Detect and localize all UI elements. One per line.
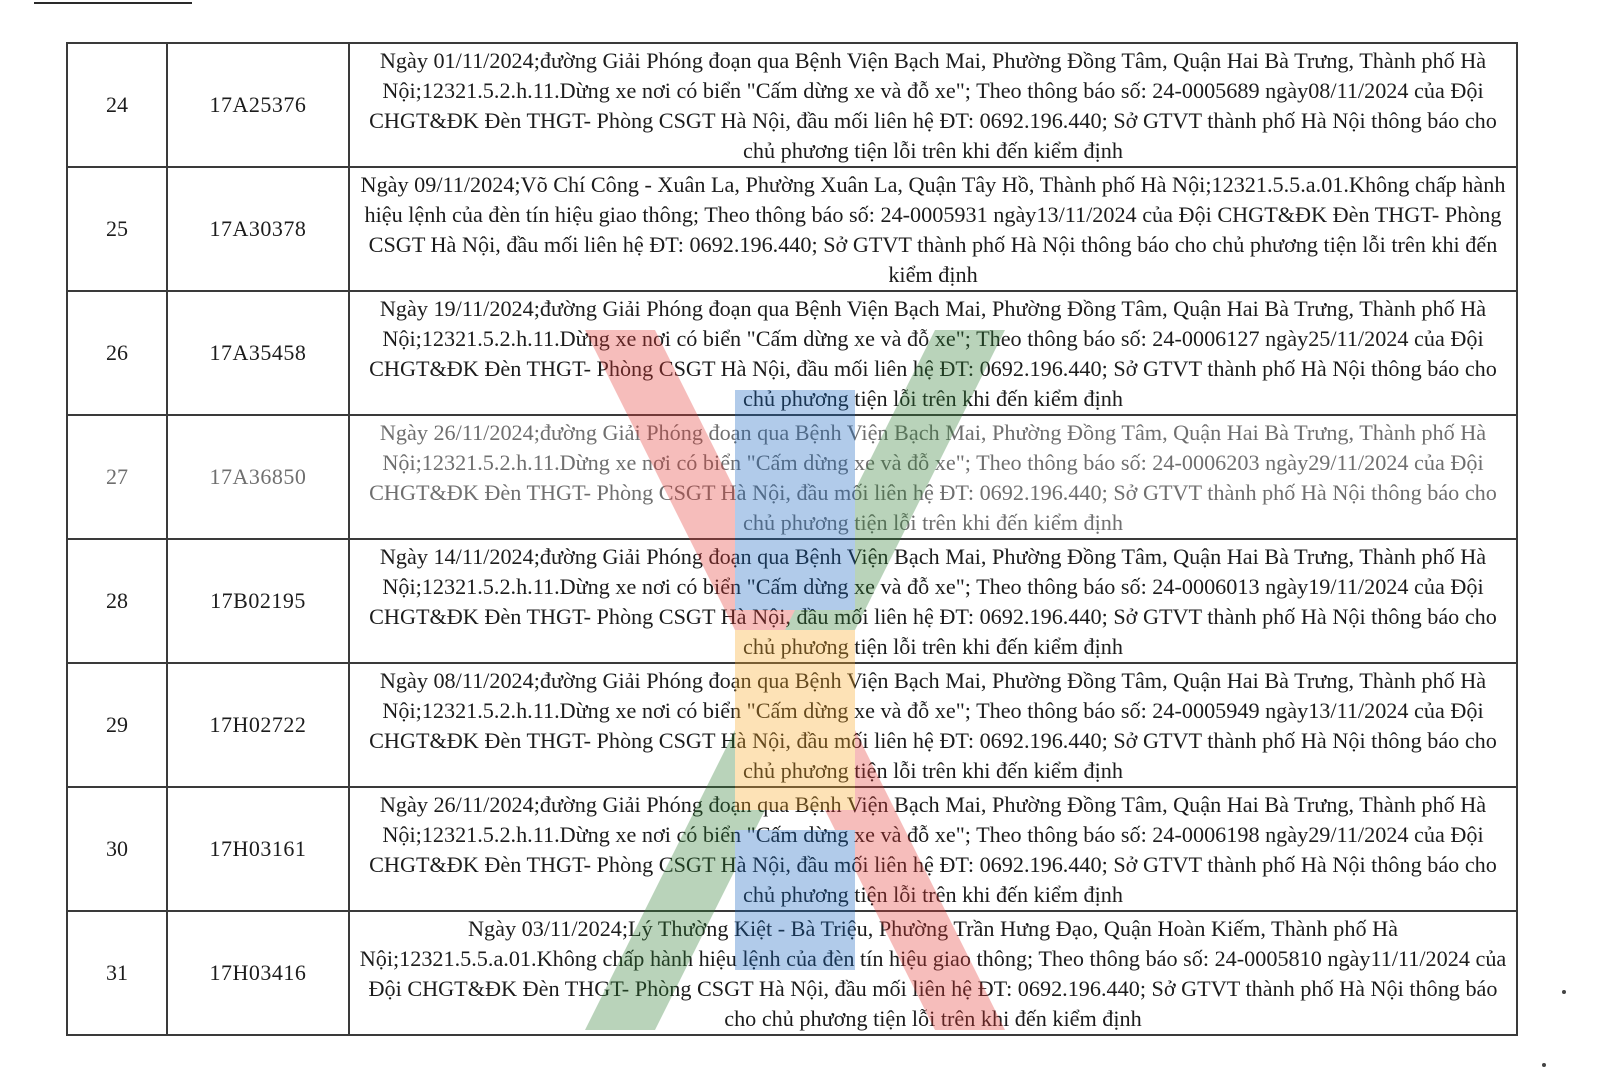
- table-row: [67, 787, 1517, 911]
- scan-speck: [1562, 990, 1566, 994]
- violations-table: [66, 42, 1518, 1036]
- violations-table-wrapper: [66, 42, 1518, 1036]
- license-plate: 17H03416: [167, 911, 349, 1035]
- license-plate: 17B02195: [167, 539, 349, 663]
- row-number: 30: [67, 787, 167, 911]
- violation-description: Ngày 03/11/2024;Lý Thường Kiệt - Bà Triệu, Phường Trần Hưng Đạo, Quận Hoàn Kiếm, Thành phố Hà Nội;12321.5.5.a.01.Không chấp hành hiệu lệnh của đèn tín hiệu giao thông; Theo thông báo số: 24-0005810 ngày11/11/2024 của Đội CHGT&ĐK Đèn THGT- Phòng CSGT Hà Nội, đầu mối liên hệ ĐT: 0692.196.440; Sở GTVT thành phố Hà Nội thông báo cho chủ phương tiện lỗi trên khi đến kiểm định: [349, 911, 1517, 1035]
- violation-description: Ngày 26/11/2024;đường Giải Phóng đoạn qua Bệnh Viện Bạch Mai, Phường Đồng Tâm, Quận Hai Bà Trưng, Thành phố Hà Nội;12321.5.2.h.11.Dừng xe nơi có biển "Cấm dừng xe và đỗ xe"; Theo thông báo số: 24-0006198 ngày29/11/2024 của Đội CHGT&ĐK Đèn THGT- Phòng CSGT Hà Nội, đầu mối liên hệ ĐT: 0692.196.440; Sở GTVT thành phố Hà Nội thông báo cho chủ phương tiện lỗi trên khi đến kiểm định: [349, 787, 1517, 911]
- violation-description: Ngày 01/11/2024;đường Giải Phóng đoạn qua Bệnh Viện Bạch Mai, Phường Đồng Tâm, Quận Hai Bà Trưng, Thành phố Hà Nội;12321.5.2.h.11.Dừng xe nơi có biển "Cấm dừng xe và đỗ xe"; Theo thông báo số: 24-0005689 ngày08/11/2024 của Đội CHGT&ĐK Đèn THGT- Phòng CSGT Hà Nội, đầu mối liên hệ ĐT: 0692.196.440; Sở GTVT thành phố Hà Nội thông báo cho chủ phương tiện lỗi trên khi đến kiểm định: [349, 43, 1517, 167]
- top-rule: [34, 2, 192, 4]
- license-plate: 17A36850: [167, 415, 349, 539]
- table-row: [67, 663, 1517, 787]
- row-number: 25: [67, 167, 167, 291]
- violation-description: Ngày 08/11/2024;đường Giải Phóng đoạn qua Bệnh Viện Bạch Mai, Phường Đồng Tâm, Quận Hai Bà Trưng, Thành phố Hà Nội;12321.5.2.h.11.Dừng xe nơi có biển "Cấm dừng xe và đỗ xe"; Theo thông báo số: 24-0005949 ngày13/11/2024 của Đội CHGT&ĐK Đèn THGT- Phòng CSGT Hà Nội, đầu mối liên hệ ĐT: 0692.196.440; Sở GTVT thành phố Hà Nội thông báo cho chủ phương tiện lỗi trên khi đến kiểm định: [349, 663, 1517, 787]
- violation-description: Ngày 14/11/2024;đường Giải Phóng đoạn qua Bệnh Viện Bạch Mai, Phường Đồng Tâm, Quận Hai Bà Trưng, Thành phố Hà Nội;12321.5.2.h.11.Dừng xe nơi có biển "Cấm dừng xe và đỗ xe"; Theo thông báo số: 24-0006013 ngày19/11/2024 của Đội CHGT&ĐK Đèn THGT- Phòng CSGT Hà Nội, đầu mối liên hệ ĐT: 0692.196.440; Sở GTVT thành phố Hà Nội thông báo cho chủ phương tiện lỗi trên khi đến kiểm định: [349, 539, 1517, 663]
- license-plate: 17A30378: [167, 167, 349, 291]
- table-row: [67, 43, 1517, 167]
- license-plate: 17H03161: [167, 787, 349, 911]
- license-plate: 17A25376: [167, 43, 349, 167]
- license-plate: 17H02722: [167, 663, 349, 787]
- row-number: 27: [67, 415, 167, 539]
- table-row: [67, 415, 1517, 539]
- row-number: 28: [67, 539, 167, 663]
- table-row: [67, 291, 1517, 415]
- violation-description: Ngày 09/11/2024;Võ Chí Công - Xuân La, Phường Xuân La, Quận Tây Hồ, Thành phố Hà Nội;12321.5.5.a.01.Không chấp hành hiệu lệnh của đèn tín hiệu giao thông; Theo thông báo số: 24-0005931 ngày13/11/2024 của Đội CHGT&ĐK Đèn THGT- Phòng CSGT Hà Nội, đầu mối liên hệ ĐT: 0692.196.440; Sở GTVT thành phố Hà Nội thông báo cho chủ phương tiện lỗi trên khi đến kiểm định: [349, 167, 1517, 291]
- table-row: [67, 167, 1517, 291]
- violation-description: Ngày 26/11/2024;đường Giải Phóng đoạn qua Bệnh Viện Bạch Mai, Phường Đồng Tâm, Quận Hai Bà Trưng, Thành phố Hà Nội;12321.5.2.h.11.Dừng xe nơi có biển "Cấm dừng xe và đỗ xe"; Theo thông báo số: 24-0006203 ngày29/11/2024 của Đội CHGT&ĐK Đèn THGT- Phòng CSGT Hà Nội, đầu mối liên hệ ĐT: 0692.196.440; Sở GTVT thành phố Hà Nội thông báo cho chủ phương tiện lỗi trên khi đến kiểm định: [349, 415, 1517, 539]
- row-number: 24: [67, 43, 167, 167]
- license-plate: 17A35458: [167, 291, 349, 415]
- row-number: 26: [67, 291, 167, 415]
- row-number: 31: [67, 911, 167, 1035]
- violation-description: Ngày 19/11/2024;đường Giải Phóng đoạn qua Bệnh Viện Bạch Mai, Phường Đồng Tâm, Quận Hai Bà Trưng, Thành phố Hà Nội;12321.5.2.h.11.Dừng xe nơi có biển "Cấm dừng xe và đỗ xe"; Theo thông báo số: 24-0006127 ngày25/11/2024 của Đội CHGT&ĐK Đèn THGT- Phòng CSGT Hà Nội, đầu mối liên hệ ĐT: 0692.196.440; Sở GTVT thành phố Hà Nội thông báo cho chủ phương tiện lỗi trên khi đến kiểm định: [349, 291, 1517, 415]
- table-row: [67, 911, 1517, 1035]
- row-number: 29: [67, 663, 167, 787]
- table-row: [67, 539, 1517, 663]
- scan-speck: [1542, 1063, 1546, 1067]
